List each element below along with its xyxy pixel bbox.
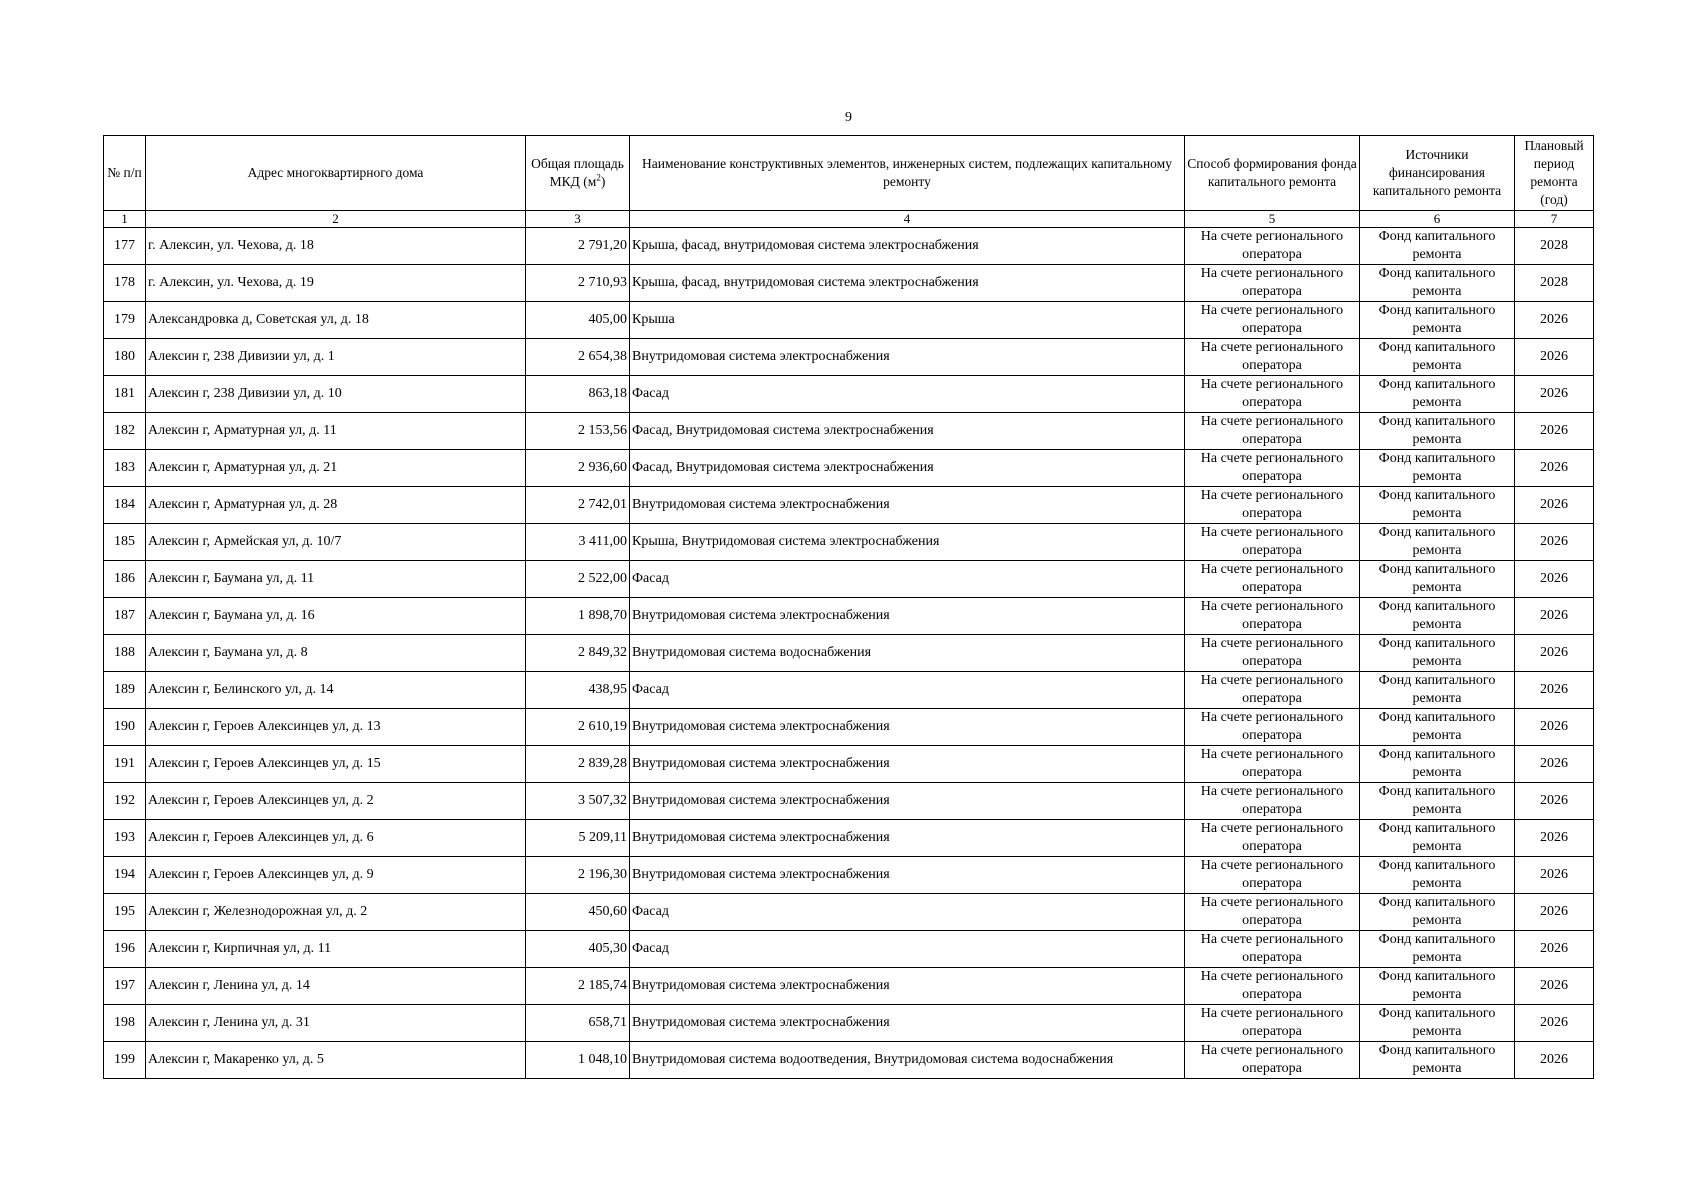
row-method: На счете регионального оператора xyxy=(1185,672,1360,709)
row-area: 2 791,20 xyxy=(526,228,630,265)
row-number: 194 xyxy=(104,857,146,894)
header-area-sup: 2 xyxy=(596,172,601,183)
table-row xyxy=(104,302,1594,339)
row-number: 198 xyxy=(104,1005,146,1042)
row-year: 2026 xyxy=(1515,487,1594,524)
row-number: 195 xyxy=(104,894,146,931)
header-elements: Наименование конструктивных элементов, инженерных систем, подлежащих капитальному ремонту xyxy=(630,136,1185,211)
row-source: Фонд капитального ремонта xyxy=(1360,857,1515,894)
row-method: На счете регионального оператора xyxy=(1185,598,1360,635)
row-address: Алексин г, Ленина ул, д. 31 xyxy=(146,1005,526,1042)
row-method: На счете регионального оператора xyxy=(1185,487,1360,524)
row-address: Алексин г, Героев Алексинцев ул, д. 15 xyxy=(146,746,526,783)
row-elements: Фасад xyxy=(630,561,1185,598)
row-number: 178 xyxy=(104,265,146,302)
row-year: 2026 xyxy=(1515,672,1594,709)
column-number: 2 xyxy=(146,211,526,228)
row-number: 180 xyxy=(104,339,146,376)
row-number: 188 xyxy=(104,635,146,672)
row-source: Фонд капитального ремонта xyxy=(1360,339,1515,376)
row-source: Фонд капитального ремонта xyxy=(1360,450,1515,487)
row-address: Алексин г, Арматурная ул, д. 11 xyxy=(146,413,526,450)
row-number: 177 xyxy=(104,228,146,265)
row-elements: Внутридомовая система электроснабжения xyxy=(630,783,1185,820)
row-year: 2026 xyxy=(1515,598,1594,635)
row-year: 2026 xyxy=(1515,709,1594,746)
row-elements: Крыша, фасад, внутридомовая система электроснабжения xyxy=(630,228,1185,265)
row-year: 2028 xyxy=(1515,228,1594,265)
row-elements: Внутридомовая система электроснабжения xyxy=(630,857,1185,894)
header-source: Источники финансирования капитального ремонта xyxy=(1360,136,1515,211)
row-elements: Внутридомовая система водоснабжения xyxy=(630,635,1185,672)
row-method: На счете регионального оператора xyxy=(1185,1042,1360,1079)
row-year: 2026 xyxy=(1515,376,1594,413)
row-number: 193 xyxy=(104,820,146,857)
row-method: На счете регионального оператора xyxy=(1185,302,1360,339)
row-source: Фонд капитального ремонта xyxy=(1360,524,1515,561)
row-area: 1 898,70 xyxy=(526,598,630,635)
table-row xyxy=(104,857,1594,894)
row-source: Фонд капитального ремонта xyxy=(1360,561,1515,598)
row-address: Алексин г, Героев Алексинцев ул, д. 13 xyxy=(146,709,526,746)
row-area: 2 849,32 xyxy=(526,635,630,672)
row-year: 2026 xyxy=(1515,783,1594,820)
row-address: Алексин г, 238 Дивизии ул, д. 10 xyxy=(146,376,526,413)
row-elements: Внутридомовая система электроснабжения xyxy=(630,820,1185,857)
row-address: Алексин г, Кирпичная ул, д. 11 xyxy=(146,931,526,968)
row-elements: Внутридомовая система электроснабжения xyxy=(630,487,1185,524)
row-number: 191 xyxy=(104,746,146,783)
row-number: 184 xyxy=(104,487,146,524)
row-number: 199 xyxy=(104,1042,146,1079)
row-year: 2026 xyxy=(1515,746,1594,783)
row-address: Алексин г, Героев Алексинцев ул, д. 6 xyxy=(146,820,526,857)
row-address: Алексин г, Арматурная ул, д. 28 xyxy=(146,487,526,524)
table-row xyxy=(104,709,1594,746)
row-address: Алексин г, Армейская ул, д. 10/7 xyxy=(146,524,526,561)
page-number: 9 xyxy=(845,110,852,125)
table-row xyxy=(104,820,1594,857)
row-area: 2 742,01 xyxy=(526,487,630,524)
row-area: 2 522,00 xyxy=(526,561,630,598)
row-method: На счете регионального оператора xyxy=(1185,376,1360,413)
row-address: г. Алексин, ул. Чехова, д. 19 xyxy=(146,265,526,302)
table-row xyxy=(104,524,1594,561)
column-number: 7 xyxy=(1515,211,1594,228)
row-method: На счете регионального оператора xyxy=(1185,265,1360,302)
row-source: Фонд капитального ремонта xyxy=(1360,302,1515,339)
row-address: Алексин г, Железнодорожная ул, д. 2 xyxy=(146,894,526,931)
row-method: На счете регионального оператора xyxy=(1185,894,1360,931)
column-number: 6 xyxy=(1360,211,1515,228)
row-year: 2026 xyxy=(1515,635,1594,672)
row-elements: Внутридомовая система электроснабжения xyxy=(630,709,1185,746)
row-address: Алексин г, Белинского ул, д. 14 xyxy=(146,672,526,709)
table-body xyxy=(104,228,1594,1079)
row-year: 2026 xyxy=(1515,524,1594,561)
row-address: Алексин г, 238 Дивизии ул, д. 1 xyxy=(146,339,526,376)
row-elements: Внутридомовая система электроснабжения xyxy=(630,598,1185,635)
row-method: На счете регионального оператора xyxy=(1185,709,1360,746)
row-year: 2026 xyxy=(1515,413,1594,450)
row-method: На счете регионального оператора xyxy=(1185,635,1360,672)
row-source: Фонд капитального ремонта xyxy=(1360,709,1515,746)
header-method: Способ формирования фонда капитального ремонта xyxy=(1185,136,1360,211)
row-area: 2 710,93 xyxy=(526,265,630,302)
row-area: 1 048,10 xyxy=(526,1042,630,1079)
table-row xyxy=(104,450,1594,487)
row-source: Фонд капитального ремонта xyxy=(1360,487,1515,524)
column-number-row xyxy=(104,211,1594,228)
row-area: 2 839,28 xyxy=(526,746,630,783)
row-method: На счете регионального оператора xyxy=(1185,339,1360,376)
column-number: 1 xyxy=(104,211,146,228)
row-elements: Фасад xyxy=(630,376,1185,413)
table-row xyxy=(104,672,1594,709)
row-year: 2026 xyxy=(1515,820,1594,857)
row-source: Фонд капитального ремонта xyxy=(1360,598,1515,635)
header-area xyxy=(526,136,630,211)
row-method: На счете регионального оператора xyxy=(1185,1005,1360,1042)
row-source: Фонд капитального ремонта xyxy=(1360,820,1515,857)
row-number: 179 xyxy=(104,302,146,339)
row-method: На счете регионального оператора xyxy=(1185,783,1360,820)
row-area: 2 196,30 xyxy=(526,857,630,894)
row-area: 405,00 xyxy=(526,302,630,339)
table-row xyxy=(104,783,1594,820)
row-method: На счете регионального оператора xyxy=(1185,450,1360,487)
row-elements: Внутридомовая система электроснабжения xyxy=(630,968,1185,1005)
table-header-row xyxy=(104,136,1594,211)
table-row xyxy=(104,1042,1594,1079)
row-source: Фонд капитального ремонта xyxy=(1360,1042,1515,1079)
row-year: 2026 xyxy=(1515,1005,1594,1042)
row-area: 658,71 xyxy=(526,1005,630,1042)
row-area: 2 610,19 xyxy=(526,709,630,746)
row-year: 2026 xyxy=(1515,894,1594,931)
row-source: Фонд капитального ремонта xyxy=(1360,635,1515,672)
row-source: Фонд капитального ремонта xyxy=(1360,228,1515,265)
row-area: 2 153,56 xyxy=(526,413,630,450)
row-elements: Крыша, фасад, внутридомовая система электроснабжения xyxy=(630,265,1185,302)
row-address: Алексин г, Баумана ул, д. 8 xyxy=(146,635,526,672)
row-method: На счете регионального оператора xyxy=(1185,561,1360,598)
row-elements: Фасад, Внутридомовая система электроснабжения xyxy=(630,413,1185,450)
row-method: На счете регионального оператора xyxy=(1185,524,1360,561)
row-source: Фонд капитального ремонта xyxy=(1360,746,1515,783)
header-area-close: ) xyxy=(600,174,606,189)
row-source: Фонд капитального ремонта xyxy=(1360,376,1515,413)
row-area: 405,30 xyxy=(526,931,630,968)
table-row xyxy=(104,265,1594,302)
row-method: На счете регионального оператора xyxy=(1185,931,1360,968)
table-row xyxy=(104,598,1594,635)
table-row xyxy=(104,487,1594,524)
capital-repair-table xyxy=(103,135,1594,1079)
header-area-text: Общая площадь МКД (м xyxy=(531,156,624,189)
row-method: На счете регионального оператора xyxy=(1185,746,1360,783)
header-period: Плановый период ремонта (год) xyxy=(1515,136,1594,211)
row-source: Фонд капитального ремонта xyxy=(1360,783,1515,820)
row-year: 2026 xyxy=(1515,968,1594,1005)
row-year: 2026 xyxy=(1515,302,1594,339)
row-elements: Фасад, Внутридомовая система электроснабжения xyxy=(630,450,1185,487)
table-row xyxy=(104,339,1594,376)
row-number: 192 xyxy=(104,783,146,820)
column-number: 4 xyxy=(630,211,1185,228)
row-elements: Внутридомовая система электроснабжения xyxy=(630,339,1185,376)
table-row xyxy=(104,376,1594,413)
row-address: Алексин г, Баумана ул, д. 11 xyxy=(146,561,526,598)
table-row xyxy=(104,561,1594,598)
row-address: Алексин г, Героев Алексинцев ул, д. 2 xyxy=(146,783,526,820)
row-year: 2026 xyxy=(1515,450,1594,487)
row-address: Алексин г, Макаренко ул, д. 5 xyxy=(146,1042,526,1079)
table-row xyxy=(104,635,1594,672)
row-method: На счете регионального оператора xyxy=(1185,228,1360,265)
table-row xyxy=(104,894,1594,931)
row-source: Фонд капитального ремонта xyxy=(1360,413,1515,450)
row-elements: Крыша, Внутридомовая система электроснабжения xyxy=(630,524,1185,561)
row-area: 450,60 xyxy=(526,894,630,931)
row-number: 190 xyxy=(104,709,146,746)
row-elements: Крыша xyxy=(630,302,1185,339)
row-area: 2 185,74 xyxy=(526,968,630,1005)
row-year: 2026 xyxy=(1515,857,1594,894)
row-year: 2026 xyxy=(1515,931,1594,968)
row-number: 189 xyxy=(104,672,146,709)
row-year: 2026 xyxy=(1515,1042,1594,1079)
row-number: 187 xyxy=(104,598,146,635)
row-source: Фонд капитального ремонта xyxy=(1360,894,1515,931)
row-address: г. Алексин, ул. Чехова, д. 18 xyxy=(146,228,526,265)
header-address: Адрес многоквартирного дома xyxy=(146,136,526,211)
row-number: 183 xyxy=(104,450,146,487)
column-number: 5 xyxy=(1185,211,1360,228)
row-area: 5 209,11 xyxy=(526,820,630,857)
row-source: Фонд капитального ремонта xyxy=(1360,931,1515,968)
table-row xyxy=(104,968,1594,1005)
row-source: Фонд капитального ремонта xyxy=(1360,672,1515,709)
row-address: Алексин г, Героев Алексинцев ул, д. 9 xyxy=(146,857,526,894)
row-year: 2026 xyxy=(1515,339,1594,376)
row-elements: Фасад xyxy=(630,894,1185,931)
row-area: 3 411,00 xyxy=(526,524,630,561)
row-elements: Внутридомовая система водоотведения, Внутридомовая система водоснабжения xyxy=(630,1042,1185,1079)
row-number: 182 xyxy=(104,413,146,450)
row-source: Фонд капитального ремонта xyxy=(1360,968,1515,1005)
row-address: Алексин г, Ленина ул, д. 14 xyxy=(146,968,526,1005)
row-elements: Фасад xyxy=(630,931,1185,968)
table-row xyxy=(104,1005,1594,1042)
table-row xyxy=(104,228,1594,265)
row-source: Фонд капитального ремонта xyxy=(1360,1005,1515,1042)
row-method: На счете регионального оператора xyxy=(1185,857,1360,894)
table-row xyxy=(104,413,1594,450)
row-method: На счете регионального оператора xyxy=(1185,968,1360,1005)
row-address: Алексин г, Баумана ул, д. 16 xyxy=(146,598,526,635)
row-number: 196 xyxy=(104,931,146,968)
row-area: 438,95 xyxy=(526,672,630,709)
row-area: 863,18 xyxy=(526,376,630,413)
row-number: 186 xyxy=(104,561,146,598)
table-row xyxy=(104,746,1594,783)
row-number: 181 xyxy=(104,376,146,413)
row-method: На счете регионального оператора xyxy=(1185,820,1360,857)
row-year: 2028 xyxy=(1515,265,1594,302)
row-elements: Фасад xyxy=(630,672,1185,709)
row-elements: Внутридомовая система электроснабжения xyxy=(630,746,1185,783)
row-method: На счете регионального оператора xyxy=(1185,413,1360,450)
row-address: Алексин г, Арматурная ул, д. 21 xyxy=(146,450,526,487)
column-number: 3 xyxy=(526,211,630,228)
row-address: Александровка д, Советская ул, д. 18 xyxy=(146,302,526,339)
row-number: 197 xyxy=(104,968,146,1005)
table-row xyxy=(104,931,1594,968)
row-number: 185 xyxy=(104,524,146,561)
header-num: № п/п xyxy=(104,136,146,211)
row-area: 2 936,60 xyxy=(526,450,630,487)
row-elements: Внутридомовая система электроснабжения xyxy=(630,1005,1185,1042)
row-source: Фонд капитального ремонта xyxy=(1360,265,1515,302)
row-area: 2 654,38 xyxy=(526,339,630,376)
row-area: 3 507,32 xyxy=(526,783,630,820)
row-year: 2026 xyxy=(1515,561,1594,598)
